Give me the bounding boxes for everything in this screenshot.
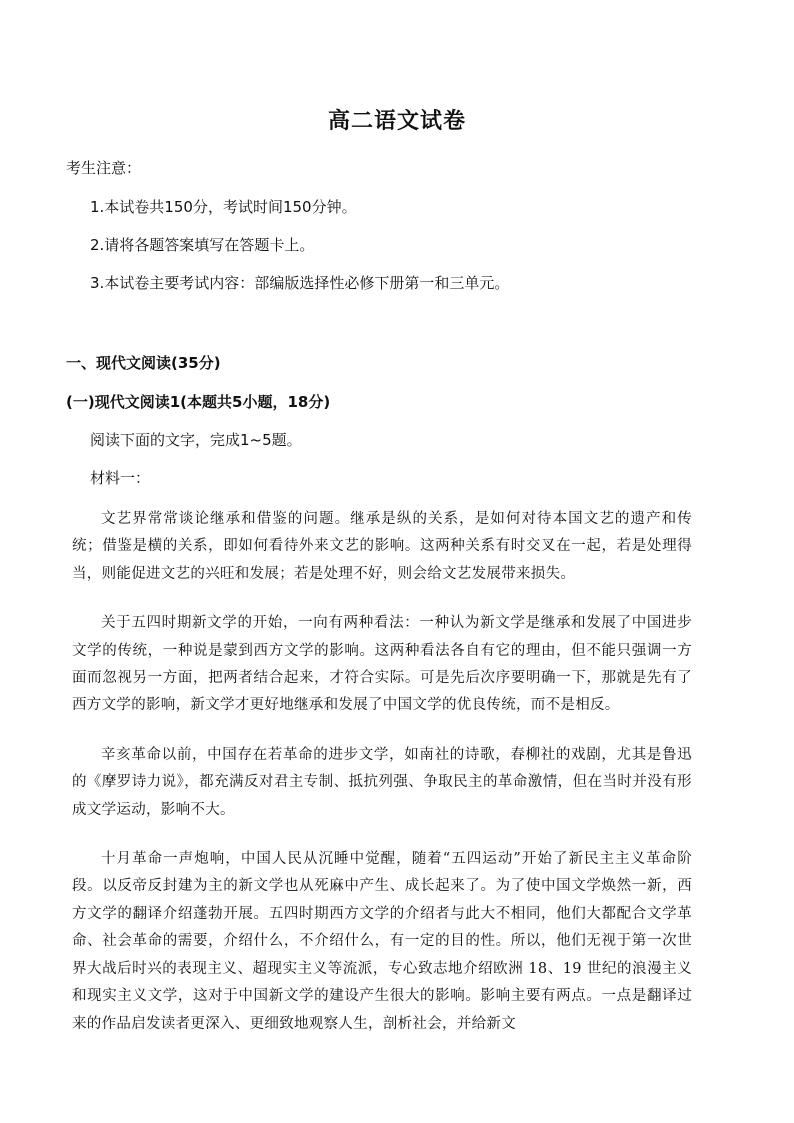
notice-item: 1.本试卷共150分，考试时间150分钟。 <box>90 198 357 216</box>
paragraph: 文艺界常常谈论继承和借鉴的问题。继承是纵的关系，是如何对待本国文艺的遗产和传统；借鉴是横的关系，即如何看待外来文艺的影响。这两种关系有时交叉在一起，若是处理得当，则能促进文艺的兴旺和发展；若是处理不好，则会给文艺发展带来损失。 <box>72 511 692 582</box>
paragraph: 关于五四时期新文学的开始，一向有两种看法：一种认为新文学是继承和发展了中国进步文学的传统，一种说是蒙到西方文学的影响。这两种看法各自有它的理由，但不能只强调一方面而忽视另一方面，把两者结合起来，才符合实际。可是先后次序要明确一下，那就是先有了西方文学的影响，新文学才更好地继承和发展了中国文学的优良传统，而不是相反。 <box>72 615 692 714</box>
material-label: 材料一： <box>90 469 151 487</box>
subsection-heading: (一)现代文阅读1(本题共5小题，18分) <box>66 393 331 411</box>
notice-item: 3.本试卷主要考试内容：部编版选择性必修下册第一和三单元。 <box>90 274 510 292</box>
paragraph: 十月革命一声炮响，中国人民从沉睡中觉醒，随着“五四运动”开始了新民主主义革命阶段。以反帝反封建为主的新文学也从死麻中产生、成长起来了。为了使中国文学焕然一新，西方文学的翻译介绍蓬勃开展。五四时期西方文学的介绍者与此大不相同，他们大都配合文学革命、社会革命的需要，介绍什么，不介绍什么，有一定的目的性。所以，他们无视于第一次世界大战后时兴的表现主义、超现实主义等流派，专心致志地介绍欧洲 18、19 世纪的浪漫主义和现实主义文学，这对于中国新文学的建设产生很大的影响。影响主要有两点。一点是翻译过来的作品启发读者更深入、更细致地观察人生，剖析社会，并给新文 <box>72 851 692 1032</box>
notice-item: 2.请将各题答案填写在答题卡上。 <box>90 236 315 254</box>
paragraph: 辛亥革命以前，中国存在若革命的进步文学，如南社的诗歌，春柳社的戏剧，尤其是鲁迅的《摩罗诗力说》，都充满反对君主专制、抵抗列强、争取民主的革命激情，但在当时并没有形成文学运动，影响不大。 <box>72 746 692 818</box>
page-title: 高二语文试卷 <box>327 109 466 134</box>
notice-heading: 考生注意： <box>66 159 142 177</box>
reading-instruction: 阅读下面的文字，完成1~5题。 <box>90 431 302 449</box>
section-heading: 一、现代文阅读(35分) <box>66 354 221 372</box>
material-text <box>72 506 692 1060</box>
notice-list <box>90 196 710 310</box>
